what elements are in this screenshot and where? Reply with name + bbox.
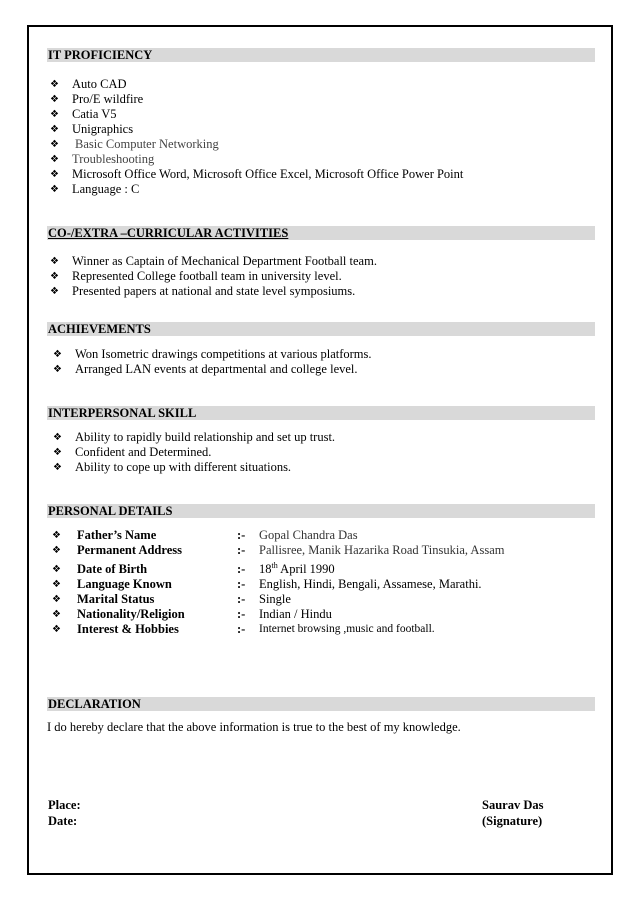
detail-label: Marital Status: [77, 592, 155, 606]
it-proficiency-list: [50, 77, 463, 197]
diamond-bullet-icon: ❖: [52, 609, 61, 620]
list-item-text: Basic Computer Networking: [75, 137, 219, 151]
list-item: [53, 430, 335, 445]
detail-row-interest-hobbies: [50, 622, 550, 637]
list-item-text: Auto CAD: [72, 77, 127, 91]
section-header-personal-details: [47, 504, 595, 518]
list-item: [50, 152, 463, 167]
achievements-list: [53, 347, 372, 377]
list-item-text: Catia V5: [72, 107, 117, 121]
diamond-bullet-icon: ❖: [50, 169, 59, 180]
section-header-achievements: [47, 322, 595, 336]
detail-separator: :-: [237, 543, 246, 557]
list-item-text: Ability to rapidly build relationship and set up trust.: [75, 430, 336, 444]
detail-label: Father’s Name: [77, 528, 157, 542]
detail-separator: :-: [237, 622, 246, 636]
detail-separator: :-: [237, 577, 246, 591]
list-item: [53, 460, 335, 475]
signatory-name: Saurav Das: [482, 798, 544, 812]
diamond-bullet-icon: ❖: [50, 271, 59, 282]
detail-row-permanent-address: [50, 543, 550, 558]
detail-separator: :-: [237, 528, 246, 542]
detail-value: Single: [259, 592, 291, 606]
place-label: Place:: [48, 798, 81, 812]
list-item-text: Language : C: [72, 182, 140, 196]
list-item-text: Winner as Captain of Mechanical Department Football team.: [72, 254, 377, 268]
list-item: [53, 445, 335, 460]
list-item: [50, 284, 377, 299]
diamond-bullet-icon: ❖: [52, 579, 61, 590]
dob-suffix: th: [271, 560, 278, 570]
interpersonal-list: [53, 430, 335, 475]
diamond-bullet-icon: ❖: [50, 154, 59, 165]
list-item-text: Troubleshooting: [72, 152, 155, 166]
diamond-bullet-icon: ❖: [53, 432, 62, 443]
detail-separator: :-: [237, 562, 246, 576]
diamond-bullet-icon: ❖: [53, 462, 62, 473]
list-item-text: Arranged LAN events at departmental and college level.: [75, 362, 358, 376]
detail-value: Pallisree, Manik Hazarika Road Tinsukia, Assam: [259, 543, 505, 557]
detail-label: Permanent Address: [77, 543, 182, 557]
list-item: [53, 362, 372, 377]
section-title: ACHIEVEMENTS: [48, 322, 151, 336]
date-label: Date:: [48, 814, 78, 828]
diamond-bullet-icon: ❖: [50, 94, 59, 105]
list-item-text: Won Isometric drawings competitions at various platforms.: [75, 347, 372, 361]
diamond-bullet-icon: ❖: [53, 447, 62, 458]
dob-day: 18: [259, 562, 272, 576]
list-item: [50, 92, 463, 107]
list-item: [50, 167, 463, 182]
signature-label: (Signature): [482, 814, 543, 828]
detail-value: [259, 562, 335, 577]
detail-label: Date of Birth: [77, 562, 148, 576]
diamond-bullet-icon: ❖: [52, 530, 61, 541]
list-item: [50, 254, 377, 269]
list-item-text: Confident and Determined.: [75, 445, 212, 459]
detail-row-marital-status: [50, 592, 550, 607]
list-item: [50, 137, 463, 152]
dob-month-year: April 1990: [277, 562, 335, 576]
detail-value: Gopal Chandra Das: [259, 528, 358, 542]
section-title: PERSONAL DETAILS: [48, 504, 173, 518]
diamond-bullet-icon: ❖: [52, 624, 61, 635]
list-item: [53, 347, 372, 362]
diamond-bullet-icon: ❖: [50, 79, 59, 90]
detail-value: Internet browsing ,music and football.: [259, 623, 435, 635]
section-title: CO-/EXTRA –CURRICULAR ACTIVITIES: [48, 226, 289, 240]
detail-row-father-name: [50, 528, 550, 543]
detail-value: Indian / Hindu: [259, 607, 332, 621]
section-header-declaration: [47, 697, 595, 711]
detail-row-language-known: [50, 577, 550, 592]
diamond-bullet-icon: ❖: [50, 109, 59, 120]
section-title: DECLARATION: [48, 697, 141, 711]
diamond-bullet-icon: ❖: [50, 139, 59, 150]
list-item-text: Microsoft Office Word, Microsoft Office Excel, Microsoft Office Power Point: [72, 167, 464, 181]
list-item-text: Presented papers at national and state level symposiums.: [72, 284, 356, 298]
detail-label: Language Known: [77, 577, 172, 591]
diamond-bullet-icon: ❖: [53, 364, 62, 375]
list-item: [50, 107, 463, 122]
list-item: [50, 182, 463, 197]
section-title: IT PROFICIENCY: [48, 48, 153, 62]
diamond-bullet-icon: ❖: [50, 124, 59, 135]
detail-separator: :-: [237, 607, 246, 621]
list-item-text: Pro/E wildfire: [72, 92, 144, 106]
diamond-bullet-icon: ❖: [52, 594, 61, 605]
detail-label: Nationality/Religion: [77, 607, 185, 621]
section-header-extracurricular: [47, 226, 595, 240]
detail-row-date-of-birth: [50, 562, 550, 577]
list-item: [50, 77, 463, 92]
detail-row-nationality-religion: [50, 607, 550, 622]
declaration-text: I do hereby declare that the above information is true to the best of my knowledge.: [47, 720, 461, 734]
section-title: INTERPERSONAL SKILL: [48, 406, 197, 420]
diamond-bullet-icon: ❖: [50, 256, 59, 267]
section-header-it-proficiency: [47, 48, 595, 62]
list-item-text: Ability to cope up with different situations.: [75, 460, 292, 474]
detail-separator: :-: [237, 592, 246, 606]
diamond-bullet-icon: ❖: [50, 286, 59, 297]
list-item: [50, 269, 377, 284]
list-item-text: Unigraphics: [72, 122, 134, 136]
diamond-bullet-icon: ❖: [52, 545, 61, 556]
list-item: [50, 122, 463, 137]
diamond-bullet-icon: ❖: [52, 564, 61, 575]
section-header-interpersonal: [47, 406, 595, 420]
detail-value: English, Hindi, Bengali, Assamese, Marathi.: [259, 577, 482, 591]
list-item-text: Represented College football team in university level.: [72, 269, 342, 283]
diamond-bullet-icon: ❖: [53, 349, 62, 360]
extracurricular-list: [50, 254, 377, 299]
detail-label: Interest & Hobbies: [77, 622, 179, 636]
diamond-bullet-icon: ❖: [50, 184, 59, 195]
personal-details-list: [50, 528, 550, 637]
